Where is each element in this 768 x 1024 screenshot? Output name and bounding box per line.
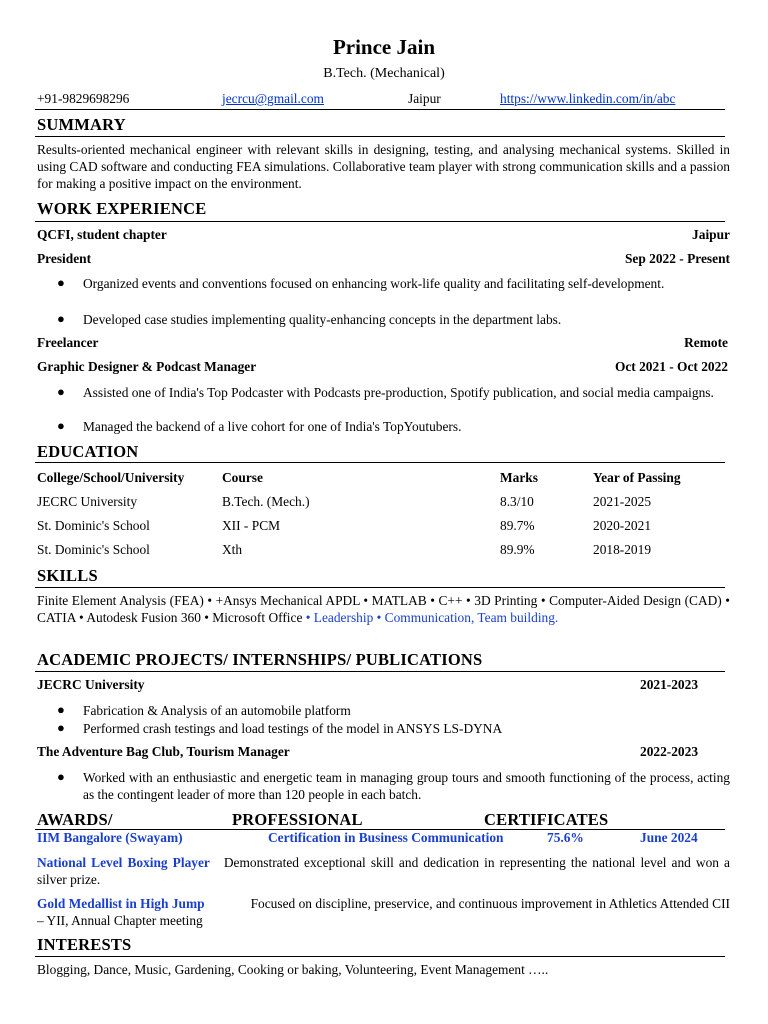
phone-number: +91-9829698296 [37, 91, 130, 106]
bullet-icon: ● [57, 769, 65, 784]
job-bullet: Organized events and conventions focused on enhancing work-life quality and facilitating self-development. [83, 276, 665, 291]
bullet-icon: ● [57, 311, 65, 326]
bullet-icon: ● [57, 384, 65, 399]
job-role: Graphic Designer & Podcast Manager [37, 359, 257, 374]
edu-cell: 2020-2021 [593, 518, 652, 533]
edu-col-course: Course [222, 470, 263, 485]
awards-heading: AWARDS/ [37, 810, 113, 829]
job-bullet: Assisted one of India's Top Podcaster with Podcasts pre-production, Spotify publication, and social media campaigns. [83, 385, 714, 400]
job-bullet: Developed case studies implementing quality-enhancing concepts in the department labs. [83, 312, 562, 327]
boxing-award [37, 854, 730, 888]
bullet-icon: ● [57, 720, 65, 735]
linkedin-link[interactable]: https://www.linkedin.com/in/abc [500, 91, 676, 106]
skills-text [37, 592, 730, 626]
edu-cell: St. Dominic's School [37, 518, 150, 533]
bullet-icon: ● [57, 275, 65, 290]
jump-award [37, 895, 730, 929]
interests-heading: INTERESTS [37, 935, 132, 954]
bullet-icon: ● [57, 418, 65, 433]
edu-cell: 2018-2019 [593, 542, 652, 557]
city: Jaipur [408, 91, 441, 106]
summary-text: Results-oriented mechanical engineer with relevant skills in designing, testing, and analysing mechanical systems. Skilled in using CAD software and conducting FEA simulations. Collaborative team player with strong communication skills and a passion for making a positive impact on the environment. [37, 142, 730, 191]
edu-cell: JECRC University [37, 494, 138, 509]
edu-cell: B.Tech. (Mech.) [222, 494, 310, 509]
certificates-heading: CERTIFICATES [484, 810, 609, 829]
professional-heading: PROFESSIONAL [232, 810, 363, 829]
edu-cell: 8.3/10 [500, 494, 534, 509]
divider [35, 109, 725, 110]
job-org: Freelancer [37, 335, 99, 350]
skills-technical: Finite Element Analysis (FEA) • +Ansys Mechanical APDL • MATLAB • C++ • 3D Printing • Computer-Aided Design (CAD) • CATIA • Autodesk Fusion 360 • Microsoft Office [37, 593, 730, 625]
candidate-degree: B.Tech. (Mechanical) [323, 66, 445, 81]
interests-text: Blogging, Dance, Music, Gardening, Cooking or baking, Volunteering, Event Management ….. [37, 962, 549, 977]
project-dates: 2022-2023 [640, 744, 699, 759]
project-bullet: Worked with an enthusiastic and energetic team in managing group tours and smooth functioning of the process, acting as the contingent leader of more than 120 people in each batch. [83, 770, 730, 802]
candidate-name: Prince Jain [332, 35, 436, 59]
divider [35, 462, 725, 463]
boxing-title: National Level Boxing Player [37, 855, 210, 870]
cert-org: IIM Bangalore (Swayam) [37, 830, 183, 845]
edu-cell: XII - PCM [222, 518, 281, 533]
job-bullet: Managed the backend of a live cohort for one of India's TopYoutubers. [83, 419, 462, 434]
boxing-text: Demonstrated exceptional skill and dedication in representing the national level and won a silver prize. [37, 855, 730, 887]
project-bullet: Performed crash testings and load testings of the model in ANSYS LS-DYNA [83, 721, 503, 736]
job-dates: Sep 2022 - Present [624, 251, 730, 266]
cert-score: 75.6% [547, 830, 584, 845]
cert-name: Certification in Business Communication [268, 830, 504, 845]
divider [35, 671, 725, 672]
skills-heading: SKILLS [37, 566, 98, 585]
job-location: Jaipur [692, 227, 730, 242]
job-dates: Oct 2021 - Oct 2022 [614, 359, 728, 374]
project-org: The Adventure Bag Club, Tourism Manager [37, 744, 290, 759]
edu-cell: Xth [222, 542, 243, 557]
project-bullet: Fabrication & Analysis of an automobile platform [83, 703, 351, 718]
job-location: Remote [684, 335, 728, 350]
edu-col-marks: Marks [500, 470, 538, 485]
summary-heading: SUMMARY [37, 115, 126, 134]
divider [35, 221, 725, 222]
divider [35, 956, 725, 957]
education-heading: EDUCATION [37, 442, 139, 461]
bullet-icon: ● [57, 702, 65, 717]
work-heading: WORK EXPERIENCE [37, 199, 207, 218]
divider [35, 136, 725, 137]
edu-col-year: Year of Passing [593, 470, 681, 485]
email-link[interactable]: jecrcu@gmail.com [222, 91, 324, 106]
edu-cell: 89.9% [500, 542, 535, 557]
jump-title: Gold Medallist in High Jump [37, 896, 205, 911]
jump-text: Focused on discipline, preservice, and continuous improvement in Athletics Attended CII – YII, Annual Chapter meeting [37, 896, 730, 928]
edu-col-institution: College/School/University [37, 470, 185, 485]
cert-date: June 2024 [640, 830, 698, 845]
edu-cell: 2021-2025 [593, 494, 652, 509]
job-org: QCFI, student chapter [37, 227, 167, 242]
project-org: JECRC University [37, 677, 145, 692]
divider [35, 587, 725, 588]
project-dates: 2021-2023 [640, 677, 699, 692]
edu-cell: St. Dominic's School [37, 542, 150, 557]
skills-soft: • Leadership • Communication, Team building. [302, 610, 559, 625]
edu-cell: 89.7% [500, 518, 535, 533]
projects-heading: ACADEMIC PROJECTS/ INTERNSHIPS/ PUBLICATIONS [37, 650, 483, 669]
job-role: President [37, 251, 92, 266]
